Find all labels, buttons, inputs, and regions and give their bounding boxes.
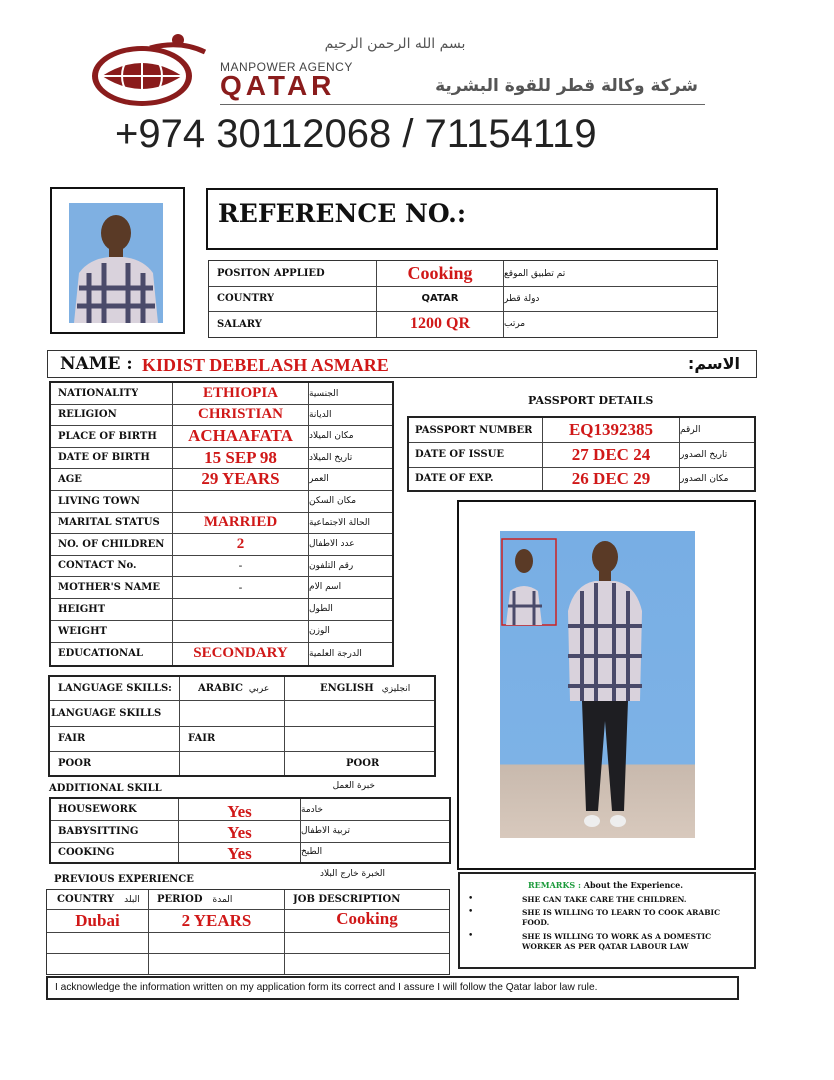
housework-label: HOUSEWORK xyxy=(58,804,137,815)
job-description-header: JOB DESCRIPTION xyxy=(293,894,401,905)
agency-name-ar: شركة وكالة قطر للقوة البشرية xyxy=(435,76,698,96)
profile-photo xyxy=(69,203,163,323)
country-column-en: COUNTRY xyxy=(57,894,115,905)
full-body-photo xyxy=(500,531,695,838)
height-value xyxy=(173,598,308,620)
remarks-box xyxy=(458,872,756,969)
name-value: KIDIST DEBELASH ASMARE xyxy=(142,355,389,375)
date-of-birth-value: 15 SEP 98 xyxy=(204,447,277,467)
english-header-ar: انجليزي xyxy=(381,683,411,694)
children-label: NO. OF CHILDREN xyxy=(58,538,165,550)
country-label: COUNTRY xyxy=(217,293,275,304)
acknowledgement-text: I acknowledge the information written on my application form its correct and I assure I will follow the Qatar labor law rule. xyxy=(55,982,598,993)
age-label: AGE xyxy=(58,473,82,485)
height-label: HEIGHT xyxy=(58,603,106,615)
experience-title-ar: الخبرة خارج البلاد xyxy=(320,869,385,879)
english-header xyxy=(320,677,410,700)
header-underline xyxy=(220,104,705,105)
salary-value: 1200 QR xyxy=(410,315,470,332)
religion-value: CHRISTIAN xyxy=(197,406,284,422)
children-ar: عدد الاطفال xyxy=(309,539,355,549)
full-photo-frame xyxy=(457,500,756,870)
education-label: EDUCATIONAL xyxy=(58,648,143,659)
religion-label: RELIGION xyxy=(58,409,117,420)
living-town-label: LIVING TOWN xyxy=(58,495,140,507)
passport-number-value: EQ1392385 xyxy=(568,420,654,439)
experience-title: PREVIOUS EXPERIENCE xyxy=(54,874,194,885)
salary-ar: مرتب xyxy=(504,319,526,329)
contact-ar: رقم التلفون xyxy=(309,560,354,571)
remarks-item-3: SHE IS WILLING TO WORK AS A DOMESTIC WORKER AS PER QATAR LABOUR LAW xyxy=(522,932,712,951)
mothers-name-label: MOTHER'S NAME xyxy=(58,581,160,593)
position-applied-label: POSITON APPLIED xyxy=(217,268,325,279)
date-of-exp-label: DATE OF EXP. xyxy=(415,473,494,484)
nationality-ar: الجنسية xyxy=(309,388,339,399)
nationality-label: NATIONALITY xyxy=(58,388,139,399)
passport-table xyxy=(407,416,756,492)
weight-ar: الوزن xyxy=(309,626,330,636)
language-table xyxy=(48,675,436,777)
religion-ar: الديانة xyxy=(309,409,332,420)
bismillah: بسم الله الرحمن الرحيم xyxy=(324,36,466,52)
language-skills-header: LANGUAGE SKILLS: xyxy=(58,683,172,694)
arabic-header-en: ARABIC xyxy=(198,683,243,694)
additional-skill-title-ar: خبرة العمل xyxy=(332,781,375,791)
period-column-en: PERIOD xyxy=(157,894,203,905)
passport-number-label: PASSPORT NUMBER xyxy=(415,424,533,436)
education-value: SECONDARY xyxy=(193,645,288,661)
arabic-header xyxy=(198,677,269,700)
passport-title: PASSPORT DETAILS xyxy=(528,394,654,407)
cooking-label: COOKING xyxy=(58,846,115,858)
country-ar: دولة قطر xyxy=(504,293,540,304)
period-column-header xyxy=(157,890,232,909)
fair-arabic: FAIR xyxy=(188,733,216,744)
country-value: QATAR xyxy=(421,293,459,304)
remarks-bullet-3: • xyxy=(468,931,474,941)
cooking-ar: الطبخ xyxy=(301,847,323,857)
education-ar: الدرجة العلمية xyxy=(309,648,362,659)
babysitting-value: Yes xyxy=(227,823,252,842)
country-column-ar: البلد xyxy=(124,894,140,905)
place-of-birth-label: PLACE OF BIRTH xyxy=(58,430,157,442)
skills-table xyxy=(49,797,451,864)
weight-value xyxy=(173,620,308,642)
remarks-item-2: SHE IS WILLING TO LEARN TO COOK ARABIC FOOD. xyxy=(522,908,721,927)
mothers-name-ar: اسم الام xyxy=(309,582,342,592)
housework-value: Yes xyxy=(227,801,252,821)
reference-label: REFERENCE NO.: xyxy=(218,199,467,228)
personal-table xyxy=(49,381,394,667)
housework-ar: خادمة xyxy=(301,804,323,815)
remarks-label: REMARKS : xyxy=(528,880,581,890)
nationality-value: ETHIOPIA xyxy=(202,385,278,401)
fair-label: FAIR xyxy=(58,733,86,744)
age-value: 29 YEARS xyxy=(201,469,280,488)
contact-label: CONTACT No. xyxy=(58,560,137,571)
english-header-en: ENGLISH xyxy=(320,683,374,694)
agency-name-qatar: QATAR xyxy=(220,70,336,101)
remarks-header xyxy=(528,880,683,890)
experience-period: 2 YEARS xyxy=(181,910,252,930)
date-of-issue-ar: تاريخ الصدور xyxy=(680,449,728,460)
experience-job: Cooking xyxy=(336,908,398,928)
living-town-ar: مكان السكن xyxy=(309,496,357,506)
experience-country: Dubai xyxy=(75,910,120,930)
children-value: 2 xyxy=(236,535,245,552)
experience-table xyxy=(46,889,450,975)
profile-photo-frame xyxy=(50,187,185,334)
height-ar: الطول xyxy=(309,604,333,614)
agency-logo xyxy=(80,30,210,110)
babysitting-ar: تربية الاطفال xyxy=(301,826,351,836)
additional-skill-title: ADDITIONAL SKILL xyxy=(49,783,162,794)
place-of-birth-value: ACHAAFATA xyxy=(188,426,293,445)
remarks-bullet-2: • xyxy=(468,907,474,917)
poor-label: POOR xyxy=(58,757,92,769)
date-of-issue-value: 27 DEC 24 xyxy=(571,444,651,464)
age-ar: العمر xyxy=(309,474,329,484)
date-of-exp-ar: مكان الصدور xyxy=(680,473,729,484)
salary-label: SALARY xyxy=(217,318,262,330)
phone-number: +974 30112068 / 71154119 xyxy=(115,112,597,156)
marital-status-ar: الحالة الاجتماعية xyxy=(309,517,370,528)
remarks-label-rest: About the Experience. xyxy=(583,880,684,890)
marital-status-label: MARITAL STATUS xyxy=(58,517,160,528)
remarks-bullet-1: • xyxy=(468,894,474,904)
weight-label: WEIGHT xyxy=(58,625,107,637)
living-town-value xyxy=(173,490,308,512)
position-applied-value: Cooking xyxy=(407,263,473,283)
date-of-exp-value: 26 DEC 29 xyxy=(571,468,651,488)
place-of-birth-ar: مكان الميلاد xyxy=(309,431,354,441)
babysitting-label: BABYSITTING xyxy=(58,825,139,837)
language-row-label: LANGUAGE SKILLS xyxy=(51,707,162,719)
agency-name-en: MANPOWER AGENCY xyxy=(220,60,353,74)
mothers-name-value: - xyxy=(238,580,243,594)
date-of-issue-label: DATE OF ISSUE xyxy=(415,449,504,460)
country-column-header xyxy=(57,890,140,909)
cooking-value: Yes xyxy=(227,844,252,863)
passport-number-ar: الرقم xyxy=(680,425,701,435)
position-applied-ar: تم تطبيق الموقع xyxy=(504,268,566,279)
contact-value: - xyxy=(238,559,243,572)
date-of-birth-label: DATE OF BIRTH xyxy=(58,452,150,463)
marital-status-value: MARRIED xyxy=(203,514,278,530)
arabic-header-ar: عربي xyxy=(248,683,270,694)
remarks-item-1: SHE CAN TAKE CARE THE CHILDREN. xyxy=(522,895,687,904)
name-ar: الاسم: xyxy=(687,354,740,373)
position-table xyxy=(208,260,718,338)
name-label: NAME : xyxy=(60,354,133,374)
period-column-ar: المدة xyxy=(212,894,233,905)
date-of-birth-ar: تاريخ الميلاد xyxy=(309,452,353,463)
poor-english: POOR xyxy=(346,757,380,769)
